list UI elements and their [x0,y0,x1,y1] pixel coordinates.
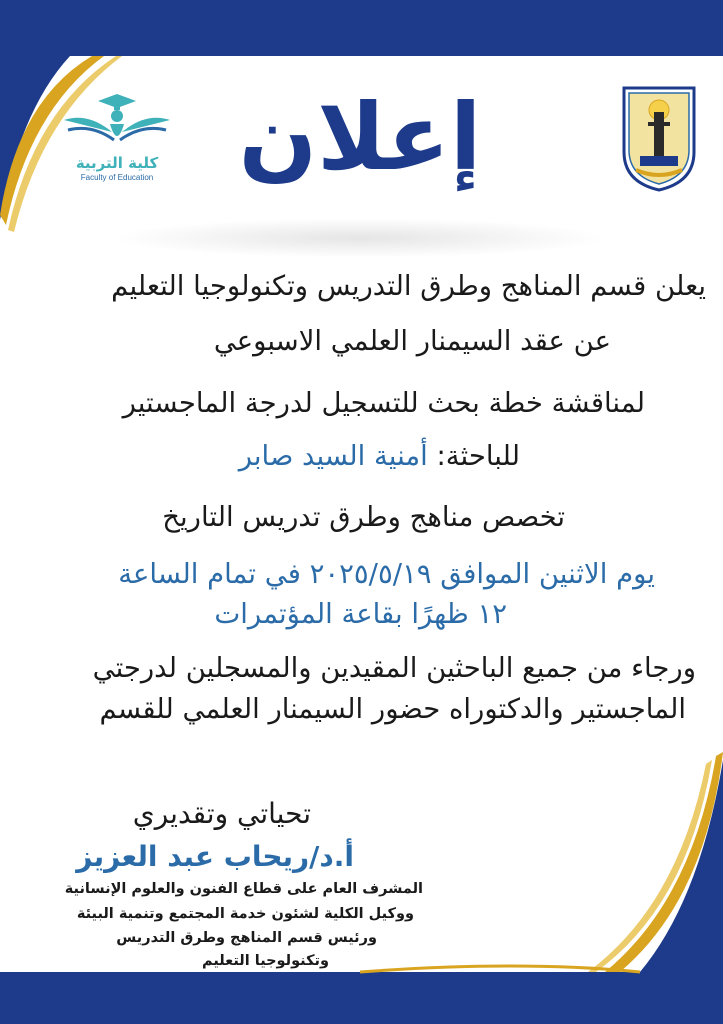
signature-role-4: وتكنولوجيا التعليم [201,953,329,969]
university-logo [618,82,700,194]
page-title: إعلان [238,84,482,191]
signature-name: أ.د/ريحاب عبد العزيز [76,840,354,873]
faculty-emblem-icon [58,90,176,150]
invite-line-2: الماجستير والدكتوراه حضور السيمنار العلمي للقسم [99,693,686,725]
faculty-name-english: Faculty of Education [80,173,154,182]
researcher-name: أمنية السيد صابر [238,440,428,472]
time-line: ١٢ ظهرًا بقاعة المؤتمرات [214,598,507,630]
announcement-line-3: لمناقشة خطة بحث للتسجيل لدرجة الماجستير [122,387,645,419]
faculty-logo [58,90,176,182]
signature-role-1: المشرف العام على قطاع الفنون والعلوم الإنسانية [64,881,423,897]
announcement-line-1: يعلن قسم المناهج وطرق التدريس وتكنولوجيا التعليم [111,270,706,302]
signature-role-3: ورئيس قسم المناهج وطرق التدريس [116,930,377,946]
signature-role-2: ووكيل الكلية لشئون خدمة المجتمع وتنمية البيئة [76,906,414,922]
signature-greeting: تحياتي وتقديري [132,797,311,830]
researcher-line [239,440,520,472]
invite-line-1: ورجاء من جميع الباحثين المقيدين والمسجلين لدرجتي [92,652,696,684]
specialization-line: تخصص مناهج وطرق تدريس التاريخ [162,501,565,533]
researcher-label: للباحثة: [436,440,520,472]
faculty-name-arabic: كلية التربية [75,154,159,172]
announcement-line-2: عن عقد السيمنار العلمي الاسبوعي [213,325,611,357]
title-shadow [110,218,610,258]
date-line: يوم الاثنين الموافق ٢٠٢٥/٥/١٩ في تمام الساعة [118,558,655,590]
